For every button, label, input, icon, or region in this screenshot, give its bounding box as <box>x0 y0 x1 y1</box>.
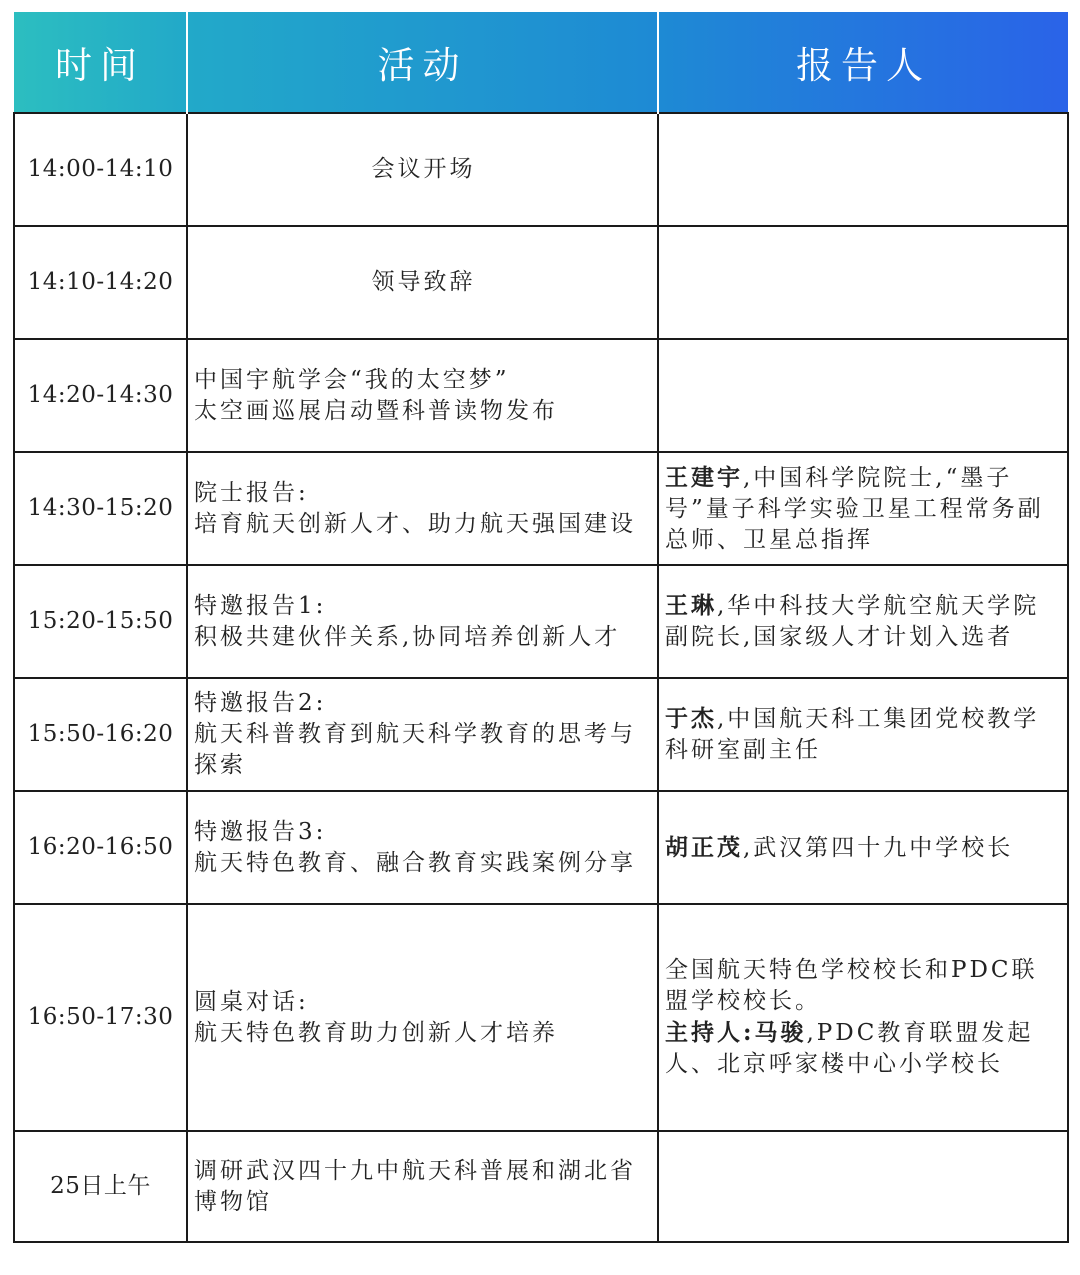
speaker-description: ,华中科技大学航空航天学院副院长,国家级人才计划入选者 <box>665 593 1040 650</box>
speaker-cell <box>658 791 1068 904</box>
activity-cell <box>187 452 658 565</box>
activity-line: 会议开场 <box>371 156 476 182</box>
activity-line: 中国宇航学会“我的太空梦” <box>194 366 510 393</box>
table-row <box>14 226 1068 339</box>
activity-cell <box>187 1131 658 1242</box>
speaker-cell <box>658 904 1068 1131</box>
activity-line: 领导致辞 <box>371 269 476 295</box>
speaker-intro: 全国航天特色学校校长和PDC联盟学校校长。 <box>665 957 1038 1014</box>
activity-cell <box>187 678 658 791</box>
header-time: 时间 <box>14 12 187 113</box>
time-cell: 25日上午 <box>14 1131 187 1242</box>
activity-line: 调研武汉四十九中航天科普展和湖北省博物馆 <box>194 1157 636 1215</box>
speaker-cell <box>658 452 1068 565</box>
speaker-cell <box>658 339 1068 452</box>
activity-line: 培育航天创新人才、助力航天强国建设 <box>194 510 636 537</box>
header-activity: 活动 <box>187 12 658 113</box>
activity-line: 院士报告: <box>194 479 309 506</box>
speaker-description: ,PDC教育联盟发起人、北京呼家楼中心小学校长 <box>665 1020 1034 1077</box>
speaker-description: ,中国科学院院士,“墨子号”量子科学实验卫星工程常务副总师、卫星总指挥 <box>665 464 1044 553</box>
time-cell: 14:20-14:30 <box>14 339 187 452</box>
speaker-cell <box>658 565 1068 678</box>
table-row <box>14 678 1068 791</box>
activity-cell <box>187 113 658 226</box>
activity-line: 特邀报告2: <box>194 690 327 716</box>
table-header <box>14 12 1068 113</box>
table-row <box>14 1131 1068 1242</box>
activity-line: 航天特色教育、融合教育实践案例分享 <box>194 849 636 876</box>
speaker-cell <box>658 226 1068 339</box>
speaker-name: 王琳 <box>665 592 717 619</box>
speaker-name: 主持人:马骏 <box>665 1019 807 1046</box>
activity-line: 积极共建伙伴关系,协同培养创新人才 <box>194 623 621 650</box>
speaker-name: 胡正茂 <box>665 833 743 861</box>
activity-line: 航天科普教育到航天科学教育的思考与探索 <box>194 721 636 778</box>
time-cell: 14:00-14:10 <box>14 113 187 226</box>
table-row <box>14 791 1068 904</box>
time-cell: 14:10-14:20 <box>14 226 187 339</box>
agenda-table <box>13 12 1069 1243</box>
activity-line: 特邀报告3: <box>194 818 327 845</box>
activity-cell <box>187 226 658 339</box>
table-row <box>14 452 1068 565</box>
activity-line: 特邀报告1: <box>194 592 327 619</box>
time-cell: 15:50-16:20 <box>14 678 187 791</box>
time-cell: 14:30-15:20 <box>14 452 187 565</box>
speaker-cell <box>658 678 1068 791</box>
activity-cell <box>187 904 658 1131</box>
activity-line: 航天特色教育助力创新人才培养 <box>194 1019 558 1046</box>
speaker-description: ,中国航天科工集团党校教学科研室副主任 <box>665 706 1040 763</box>
speaker-cell <box>658 113 1068 226</box>
activity-line: 圆桌对话: <box>194 988 309 1015</box>
speaker-name: 于杰 <box>665 705 717 732</box>
speaker-cell <box>658 1131 1068 1242</box>
time-cell: 16:50-17:30 <box>14 904 187 1131</box>
speaker-description: ,武汉第四十九中学校长 <box>743 834 1014 861</box>
activity-line: 太空画巡展启动暨科普读物发布 <box>194 397 558 424</box>
table-row <box>14 339 1068 452</box>
activity-cell <box>187 791 658 904</box>
header-speaker: 报告人 <box>658 12 1068 113</box>
time-cell: 15:20-15:50 <box>14 565 187 678</box>
table-row <box>14 113 1068 226</box>
activity-cell <box>187 565 658 678</box>
table-row <box>14 565 1068 678</box>
time-cell: 16:20-16:50 <box>14 791 187 904</box>
table-row <box>14 904 1068 1131</box>
speaker-name: 王建宇 <box>665 463 743 491</box>
activity-cell <box>187 339 658 452</box>
